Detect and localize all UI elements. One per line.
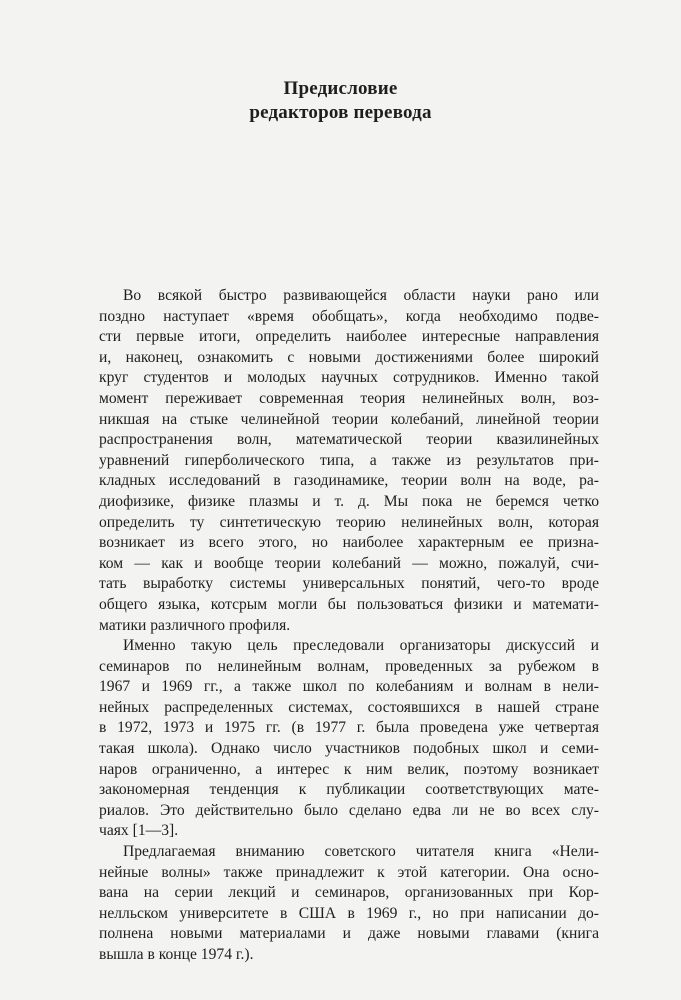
paragraph-2 bbox=[99, 636, 599, 842]
text-line: распространения волн, математической теории квазилинейных bbox=[99, 431, 599, 449]
body-text bbox=[99, 286, 599, 966]
text-line: сти первые итоги, определить наиболее интересные направления bbox=[99, 328, 599, 346]
text-line: закономерная тенденция к публикации соответствующих мате- bbox=[99, 781, 599, 799]
text-line: ком — как и вообще теории колебаний — можно, пожалуй, счи- bbox=[99, 554, 599, 572]
text-line: диофизике, физике плазмы и т. д. Мы пока не беремся четко bbox=[99, 492, 599, 510]
paragraph-3 bbox=[99, 842, 599, 966]
text-line: чаях [1—3]. bbox=[99, 822, 179, 840]
text-line: Предлагаемая вниманию советского читателя книга «Нели- bbox=[123, 843, 599, 861]
text-line: круг студентов и молодых научных сотрудников. Именно такой bbox=[99, 369, 599, 387]
text-line: Во всякой быстро развивающейся области науки рано или bbox=[123, 287, 599, 304]
text-line: нейные волны» также принадлежит к этой категории. Она осно- bbox=[99, 863, 599, 881]
text-line: матики различного профиля. bbox=[99, 616, 291, 634]
text-line: поздно наступает «время обобщать», когда необходимо подве- bbox=[99, 307, 599, 325]
heading-line-2: редакторов перевода bbox=[249, 102, 432, 123]
text-line: общего языка, котсрым могли бы пользоваться физики и математи- bbox=[99, 595, 599, 613]
text-line: вышла в конце 1974 г.). bbox=[99, 946, 254, 963]
text-line: семинаров по нелинейным волнам, проведенных за рубежом в bbox=[99, 657, 599, 675]
text-line: Именно такую цель преследовали организаторы дискуссий и bbox=[123, 637, 599, 655]
text-line: вана на серии лекций и семинаров, организованных при Кор- bbox=[99, 884, 599, 902]
text-line: уравнений гиперболического типа, а также из результатов при- bbox=[99, 451, 599, 469]
text-line: никшая на стыке челинейной теории колебаний, линейной теории bbox=[99, 410, 599, 428]
text-line: момент переживает современная теория нелинейных волн, воз- bbox=[99, 389, 599, 407]
text-line: кладных исследований в газодинамике, теории волн на воде, ра- bbox=[99, 472, 599, 490]
text-line: риалов. Это действительно было сделано едва ли не во всех слу- bbox=[99, 801, 599, 819]
text-line: нелльском университете в США в 1969 г., но при написании до- bbox=[99, 904, 599, 922]
text-line: определить ту синтетическую теорию нелинейных волн, которая bbox=[99, 513, 599, 531]
text-line: такая школа). Однако число участников подобных школ и семи- bbox=[99, 740, 599, 758]
text-line: возникает из всего этого, но наиболее характерным ее призна- bbox=[99, 534, 599, 552]
paragraph-1 bbox=[99, 286, 599, 636]
text-line: и, наконец, ознакомить с новыми достижениями более широкий bbox=[99, 348, 599, 366]
text-line: полнена новыми материалами и даже новыми главами (книга bbox=[99, 925, 599, 943]
text-line: тать выработку системы универсальных понятий, чего-то вроде bbox=[99, 575, 599, 593]
heading-line-1: Предисловие bbox=[283, 78, 398, 99]
text-line: наров ограниченно, а интерес к ним велик, поэтому возникает bbox=[99, 760, 599, 778]
text-line: в 1972, 1973 и 1975 гг. (в 1977 г. была проведена уже четвертая bbox=[99, 719, 599, 737]
text-line: 1967 и 1969 гг., а также школ по колебаниям и волнам в нели- bbox=[99, 678, 599, 696]
text-line: нейных распределенных системах, состоявшихся в нашей стране bbox=[99, 698, 599, 716]
